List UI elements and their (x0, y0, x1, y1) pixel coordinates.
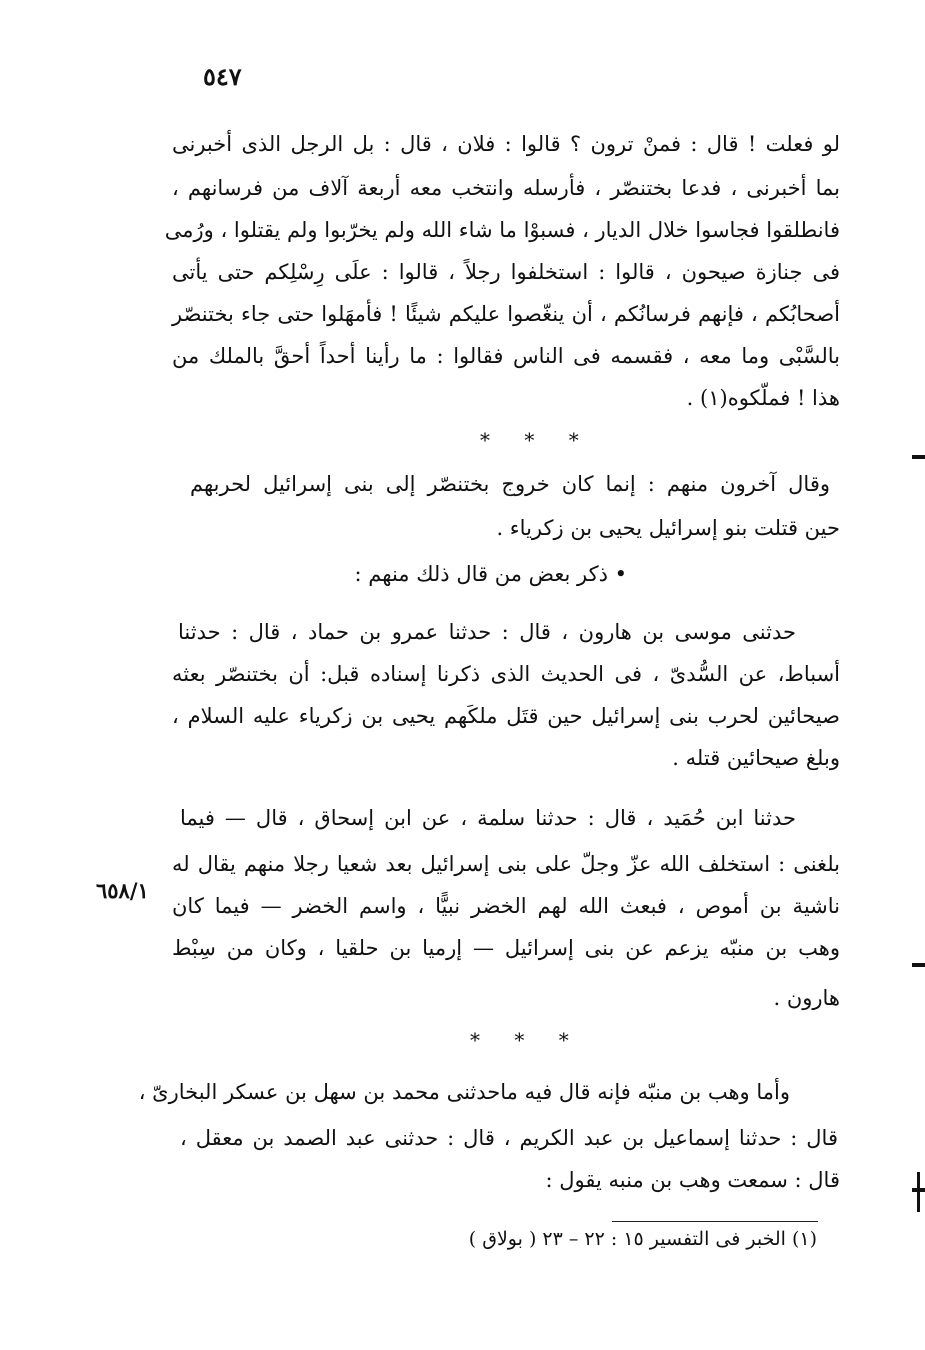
text-line: لو فعلت ! قال : فمنْ ترون ؟ قالوا : فلان ، قال : بل الرجل الذى أخبرنى (172, 132, 840, 156)
text-line: حدثنا ابن حُمَيد ، قال : حدثنا سلمة ، عن ابن إسحاق ، قال — فيما (180, 806, 796, 830)
text-line: قال : حدثنا إسماعيل بن عبد الكريم ، قال : حدثنى عبد الصمد بن معقل ، (180, 1126, 838, 1150)
section-separator: * * * (480, 428, 593, 452)
text-line: بالسَّبْى وما معه ، فقسمه فى الناس فقالوا : ما رأينا أحداً أحقَّ بالملك من (172, 344, 840, 368)
text-line: وبلغ صيحائين قتله . (672, 746, 840, 770)
text-line: فانطلقوا فجاسوا خلال الديار ، فسبوْا ما شاء الله ولم يخرّبوا ولم يقتلوا ، ورُمى (164, 218, 840, 242)
text-line: هذا ! فملّكوه(١) . (686, 386, 840, 410)
text-line: وقال آخرون منهم : إنما كان خروج بختنصّر إلى بنى إسرائيل لحربهم (190, 472, 830, 496)
text-line: صيحائين لحرب بنى إسرائيل حين قتَل ملكَهم يحيى بن زكرياء عليه السلام ، (172, 704, 840, 728)
text-line: وهب بن منبّه يزعم عن بنى إسرائيل — إرميا بن حلقيا ، وكان من سِبْط (172, 936, 840, 960)
text-line: أسباط، عن السُّدىّ ، فى الحديث الذى ذكرنا إسناده قبل: أن بختنصّر بعثه (172, 662, 840, 686)
text-line: هارون . (773, 986, 840, 1010)
scan-mark (912, 455, 925, 459)
text-line: أصحابُكم ، فإنهم فرسانُكم ، أن ينغّصوا عليكم شيئًا ! فأمهَلوا حتى جاء بختنصّر (172, 302, 840, 326)
text-line: وأما وهب بن منبّه فإنه قال فيه ماحدثنى محمد بن سهل بن عسكر البخارىّ ، (138, 1080, 790, 1104)
text-line: فى جنازة صيحون ، قالوا : استخلفوا رجلاً ، قالوا : علَى رِسْلِكم حتى يأتى (172, 260, 840, 284)
footnote-divider (612, 1221, 818, 1222)
text-line: حين قتلت بنو إسرائيل يحيى بن زكرياء . (496, 516, 840, 540)
text-line: بما أخبرنى ، فدعا بختنصّر ، فأرسله وانتخب معه أربعة آلاف من فرسانهم ، (172, 176, 840, 200)
margin-reference: ٦٥٨/١ (96, 878, 149, 903)
section-heading: • ذكر بعض من قال ذلك منهم : (354, 562, 627, 586)
scan-mark (912, 963, 925, 967)
text-line: بلغنى : استخلف الله عزّ وجلّ على بنى إسرائيل بعد شعيا رجلا منهم يقال له (172, 852, 840, 876)
scan-mark (917, 1172, 920, 1212)
page-number: ٥٤٧ (203, 62, 242, 91)
text-line: ناشية بن أموص ، فبعث الله لهم الخضر نبيًّا ، واسم الخضر — فيما كان (172, 894, 840, 918)
text-line: قال : سمعت وهب بن منبه يقول : (545, 1168, 840, 1192)
footnote: (١) الخبر فى التفسير ١٥ : ٢٢ – ٢٣ ( بولاق ) (468, 1228, 817, 1250)
text-line: حدثنى موسى بن هارون ، قال : حدثنا عمرو بن حماد ، قال : حدثنا (178, 620, 796, 644)
section-separator: * * * (470, 1028, 583, 1052)
